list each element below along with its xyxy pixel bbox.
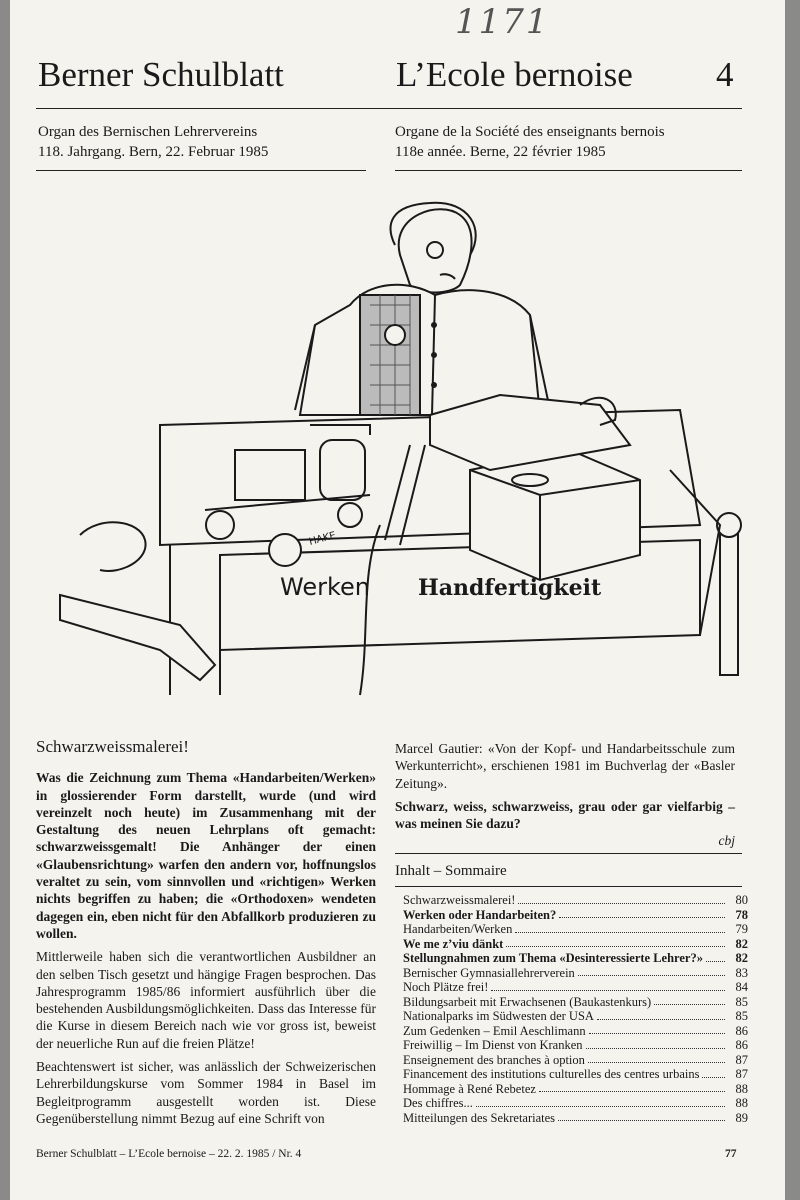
toc-item bbox=[403, 893, 748, 908]
toc-item bbox=[403, 966, 748, 981]
toc-leader-dots bbox=[586, 1048, 726, 1049]
toc-leader-dots bbox=[491, 990, 725, 991]
toc-top-rule bbox=[395, 853, 742, 854]
toc-heading: Inhalt – Sommaire bbox=[395, 863, 507, 879]
toc-item-title: Mitteilungen des Sekretariates bbox=[403, 1110, 556, 1125]
toc-item-page: 78 bbox=[735, 907, 748, 922]
toc-item-title: Zum Gedenken – Emil Aeschlimann bbox=[403, 1023, 586, 1038]
article-paragraph-4: Marcel Gautier: «Von der Kopf- und Handarbeitsschule zum Werkunterricht», erschienen 1981 im Buchverlag der «Basler Zeitung». bbox=[395, 741, 735, 791]
artist-signature: HAKE bbox=[307, 530, 338, 548]
toc-item-page: 87 bbox=[735, 1067, 748, 1081]
toc-item bbox=[403, 1009, 748, 1024]
subheader-fr bbox=[395, 122, 665, 162]
toc-item-title: Handarbeiten/Werken bbox=[403, 922, 513, 936]
toc-leader-dots bbox=[588, 1062, 725, 1063]
toc-item-page: 84 bbox=[735, 980, 748, 994]
footer-publication: Berner Schulblatt – L’Ecole bernoise – 22. 2. 1985 / Nr. 4 bbox=[36, 1148, 302, 1160]
footer-page-number: 77 bbox=[725, 1148, 737, 1160]
toc-item-title: Bildungsarbeit mit Erwachsenen (Baukastenkurs) bbox=[403, 994, 652, 1009]
toc-item-title: Freiwillig – Im Dienst von Kranken bbox=[403, 1038, 583, 1052]
article-signature: cbj bbox=[718, 833, 735, 849]
toc-leader-dots bbox=[706, 961, 725, 962]
toc-item-page: 85 bbox=[735, 994, 748, 1009]
subheader-rule-left bbox=[36, 170, 366, 171]
subheader-de bbox=[38, 122, 268, 162]
cartoon-illustration bbox=[40, 195, 760, 715]
toc-item bbox=[403, 1096, 748, 1111]
toc-item bbox=[403, 951, 748, 966]
toc-leader-dots bbox=[559, 917, 725, 918]
toc-item-page: 83 bbox=[735, 965, 748, 980]
toc-leader-dots bbox=[558, 1120, 725, 1121]
toc-item bbox=[403, 980, 748, 995]
article-heading: Schwarzweissmalerei! bbox=[36, 737, 189, 756]
toc-leader-dots bbox=[539, 1091, 725, 1092]
toc-item-title: Hommage à René Rebetez bbox=[403, 1081, 536, 1096]
article-closing: Schwarz, weiss, schwarzweiss, grau oder gar vielfarbig – was meinen Sie dazu? bbox=[395, 798, 735, 832]
toc-item-title: Enseignement des branches à option bbox=[403, 1052, 585, 1067]
toc-item bbox=[403, 922, 748, 937]
toc-leader-dots bbox=[578, 975, 725, 976]
toc-heading-rule bbox=[395, 886, 742, 887]
handwritten-archive-number: 1171 bbox=[455, 2, 550, 42]
article-paragraph-3: Beachtenswert ist sicher, was anlässlich der Schweizerischen Lehrerbildungskurse vom Sommer 1984 in Basel im Begleitprogramm ausgestellt worden ist. Diese Gegenüberstellung nimmt Bezug auf eine Schrift von bbox=[36, 1059, 376, 1126]
toc-leader-dots bbox=[597, 1019, 725, 1020]
article-right-column bbox=[395, 740, 735, 850]
toc-item bbox=[403, 1038, 748, 1053]
toc-item-title: We me z’viu dänkt bbox=[403, 936, 504, 951]
pliers bbox=[80, 522, 146, 571]
newspaper-page bbox=[10, 0, 785, 1200]
toc-item-page: 88 bbox=[735, 1081, 748, 1096]
subheader-de-line2: 118. Jahrgang. Bern, 22. Februar 1985 bbox=[38, 144, 269, 160]
article-left-column bbox=[36, 738, 376, 1133]
toc-item-page: 82 bbox=[735, 951, 748, 965]
toc-leader-dots bbox=[515, 932, 725, 933]
banner-werken: Werken bbox=[280, 573, 370, 601]
masthead-title-fr: L’Ecole bernoise bbox=[396, 55, 633, 94]
toc-item-page: 79 bbox=[735, 922, 748, 936]
subheader-fr-line1: Organe de la Société des enseignants bernois bbox=[395, 124, 665, 140]
toc-item-title: Werken oder Handarbeiten? bbox=[403, 907, 557, 922]
toc-leader-dots bbox=[518, 903, 725, 904]
toc-item-page: 86 bbox=[735, 1038, 748, 1052]
table-of-contents bbox=[403, 893, 748, 1125]
toc-item bbox=[403, 908, 748, 923]
toc-leader-dots bbox=[476, 1106, 725, 1107]
toc-item bbox=[403, 1111, 748, 1126]
masthead-title-de: Berner Schulblatt bbox=[38, 55, 284, 94]
toc-item bbox=[403, 1053, 748, 1068]
banner-handfertigkeit: Handfertigkeit bbox=[418, 575, 602, 601]
issue-number: 4 bbox=[716, 55, 734, 94]
toc-item bbox=[403, 1024, 748, 1039]
toc-item-page: 88 bbox=[735, 1096, 748, 1110]
toc-item-page: 89 bbox=[735, 1110, 748, 1125]
toc-item bbox=[403, 1067, 748, 1082]
toc-item bbox=[403, 937, 748, 952]
toc-leader-dots bbox=[702, 1077, 725, 1078]
article-paragraph-2: Mittlerweile haben sich die verantwortlichen Ausbildner an den selben Tisch gesetzt und hängige Fragen besprochen. Das Jahresprogramm 1985/86 informiert ausführlich über die bestehenden Ausbildungsmöglichkeiten. Dass das Interesse für die Kurse in diesem Bereich nach wie vor gross ist, beweist der neuerliche Run auf die freien Plätze! bbox=[36, 949, 376, 1051]
toc-item-page: 80 bbox=[735, 893, 748, 907]
checkered-vest bbox=[360, 295, 420, 415]
toc-item-page: 85 bbox=[735, 1009, 748, 1023]
badge-icon bbox=[385, 325, 405, 345]
subheader-fr-line2: 118e année. Berne, 22 février 1985 bbox=[395, 144, 606, 160]
toc-leader-dots bbox=[654, 1004, 725, 1005]
vise-post bbox=[720, 525, 738, 675]
toc-item bbox=[403, 995, 748, 1010]
toc-item-page: 82 bbox=[735, 936, 748, 951]
toc-item bbox=[403, 1082, 748, 1097]
toc-item-title: Des chiffres... bbox=[403, 1096, 473, 1110]
article-lead: Was die Zeichnung zum Thema «Handarbeiten/Werken» in glossierender Form darstellt, wurde (und wird vereinzelt noch heute) im Zusammenhang mit der Gestaltung des neuen Lehrplans oft gemacht: schwarzweissgemalt! Die Anhänger der einen «Glaubensrichtung» warfen den andern vor, hoffnungslos veraltet zu sein, vom sinnvollen und «richtigen» Werken nichts begriffen zu haben; die «Orthodoxen» wendeten dagegen ein, eben nicht für den Abfallkorb produzieren zu wollen. bbox=[36, 770, 376, 941]
toc-item-page: 87 bbox=[735, 1052, 748, 1067]
soldering-iron bbox=[60, 595, 215, 680]
toc-item-title: Financement des institutions culturelles des centres urbains bbox=[403, 1067, 700, 1081]
toc-item-title: Schwarzweissmalerei! bbox=[403, 893, 516, 907]
masthead-rule bbox=[36, 108, 742, 109]
toc-item-title: Stellungnahmen zum Thema «Desinteressierte Lehrer?» bbox=[403, 951, 703, 965]
toc-leader-dots bbox=[506, 946, 725, 947]
toc-item-title: Nationalparks im Südwesten der USA bbox=[403, 1009, 594, 1023]
toc-item-title: Bernischer Gymnasiallehrerverein bbox=[403, 965, 575, 980]
toc-item-page: 86 bbox=[735, 1023, 748, 1038]
subheader-de-line1: Organ des Bernischen Lehrervereins bbox=[38, 124, 258, 140]
subheader-rule-right bbox=[395, 170, 742, 171]
teacher-figure bbox=[295, 203, 550, 415]
toc-item-title: Noch Plätze frei! bbox=[403, 980, 489, 994]
toc-leader-dots bbox=[589, 1033, 725, 1034]
